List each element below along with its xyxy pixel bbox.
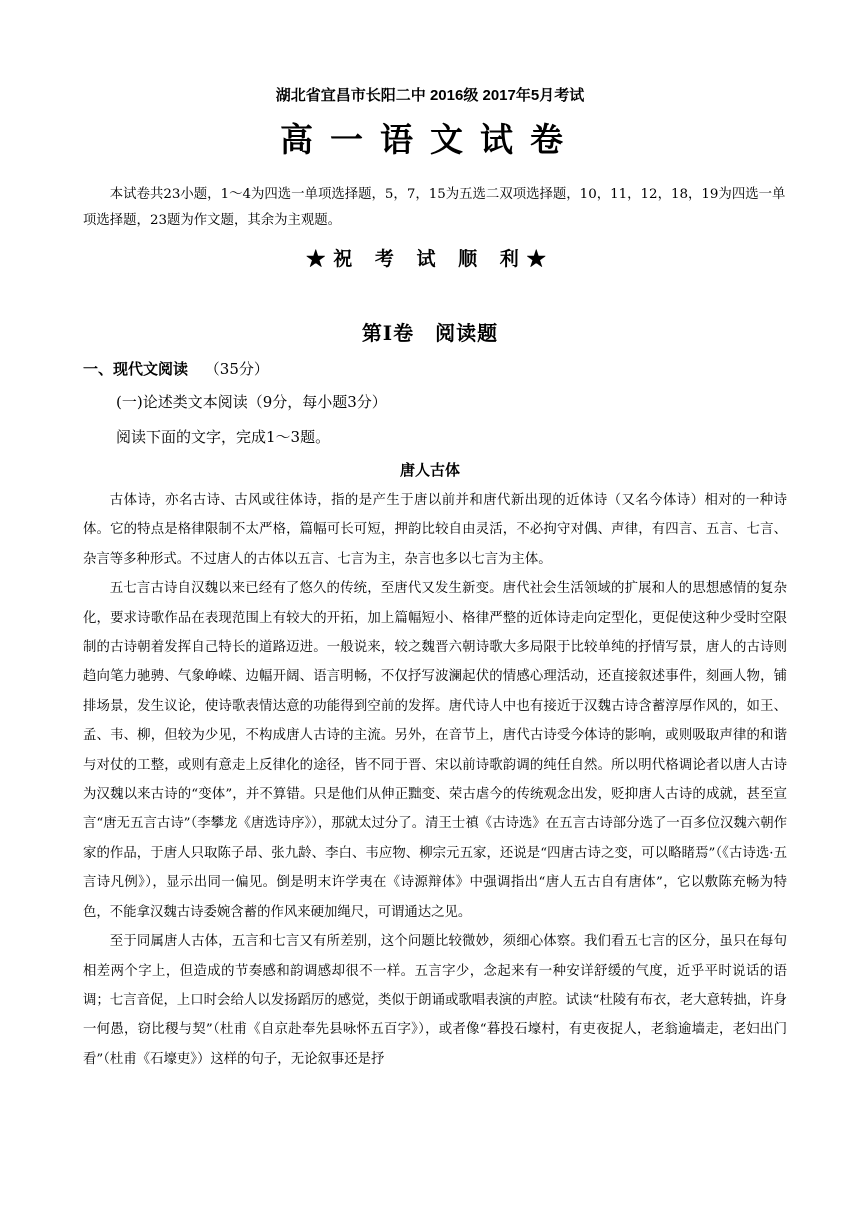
part-heading-label: 一、现代文阅读 bbox=[83, 360, 189, 378]
article-title: 唐人古体 bbox=[399, 461, 460, 479]
article-paragraph: 古体诗，亦名古诗、古风或往体诗，指的是产生于唐以前并和唐代新出现的近体诗（又名今体诗）相对的一种诗体。它的特点是格律限制不太严格，篇幅可长可短，押韵比较自由灵活，不必拘守对偶、声律，有四言、五言、七言、杂言等多种形式。不过唐人的古体以五言、七言为主，杂言也多以七言为主体。 bbox=[83, 493, 787, 567]
reading-instruction: 阅读下面的文字，完成1～3题。 bbox=[116, 428, 331, 446]
article-paragraph: 五七言古诗自汉魏以来已经有了悠久的传统，至唐代又发生新变。唐代社会生活领域的扩展和人的思想感情的复杂化，要求诗歌作品在表现范围上有较大的开拓，加上篇幅短小、格律严整的近体诗走向定型化，更促使这种少受时空限制的古诗朝着发挥自己特长的道路迈进。一般说来，较之魏晋六朝诗歌大多局限于比较单纯的抒情写景，唐人的古诗则趋向笔力驰骋、气象峥嵘、边幅开阔、语言明畅，不仅抒写波澜起伏的情感心理活动，还直接叙述事件，刻画人物，铺排场景，发生议论，使诗歌表情达意的功能得到空前的发挥。唐代诗人中也有接近于汉魏古诗含蓄淳厚作风的，如王、孟、韦、柳，但较为少见，不构成唐人古诗的主流。另外，在音节上，唐代古诗受今体诗的影响，或则吸取声律的和谐与对仗的工整，或则有意走上反律化的途径，皆不同于晋、宋以前诗歌韵调的纯任自然。所以明代格调论者以唐人古诗为汉魏以来古诗的“变体”，并不算错。只是他们从伸正黜变、荣古虐今的传统观念出发，贬抑唐人古诗的成就，甚至宣言“唐无五言古诗”（李攀龙《唐选诗序》），那就太过分了。清王士禛《古诗选》在五言古诗部分选了一百多位汉魏六朝作家的作品，于唐人只取陈子昂、张九龄、李白、韦应物、柳宗元五家，还说是“四唐古诗之变，可以略睹焉”（《古诗选·五言诗凡例》），显示出同一偏见。倒是明末许学夷在《诗源辩体》中强调指出“唐人五古自有唐体”，它以敷陈充畅为特色，不能拿汉魏古诗委婉含蓄的作风来硬加绳尺，可谓通达之见。 bbox=[83, 581, 787, 920]
part-score: （35分） bbox=[204, 360, 269, 378]
school-exam-line: 湖北省宜昌市长阳二中 2016级 2017年5月考试 bbox=[275, 87, 585, 104]
section-title: 第Ⅰ卷 阅读题 bbox=[361, 321, 499, 345]
exam-instructions: 本试卷共23小题，1～4为四选一单项选择题，5，7，15为五选二双项选择题，10，11，12，18，19为四选一单项选择题，23题为作文题，其余为主观题。 bbox=[83, 187, 786, 228]
good-luck-banner: ★祝 考 试 顺 利★ bbox=[306, 248, 554, 270]
article-paragraph: 至于同属唐人古体，五言和七言又有所差别，这个问题比较微妙，须细心体察。我们看五七言的区分，虽只在每句相差两个字上，但造成的节奏感和韵调感却很不一样。五言字少，念起来有一种安详舒缓的气度，近乎平时说话的语调；七言音促，上口时会给人以发扬蹈厉的感觉，类似于朗诵或歌唱表演的声腔。试读“杜陵有布衣，老大意转拙，许身一何愚，窃比稷与契”（杜甫《自京赴奉先县咏怀五百字》），或者像“暮投石壕村，有吏夜捉人，老翁逾墙走，老妇出门看”（杜甫《石壕吏》）这样的句子，无论叙事还是抒 bbox=[83, 934, 787, 1067]
article-body bbox=[83, 486, 787, 1074]
sub-heading: (一)论述类文本阅读（9分，每小题3分） bbox=[116, 393, 387, 411]
exam-title: 高一语文试卷 bbox=[280, 120, 580, 159]
part-heading bbox=[83, 358, 269, 379]
